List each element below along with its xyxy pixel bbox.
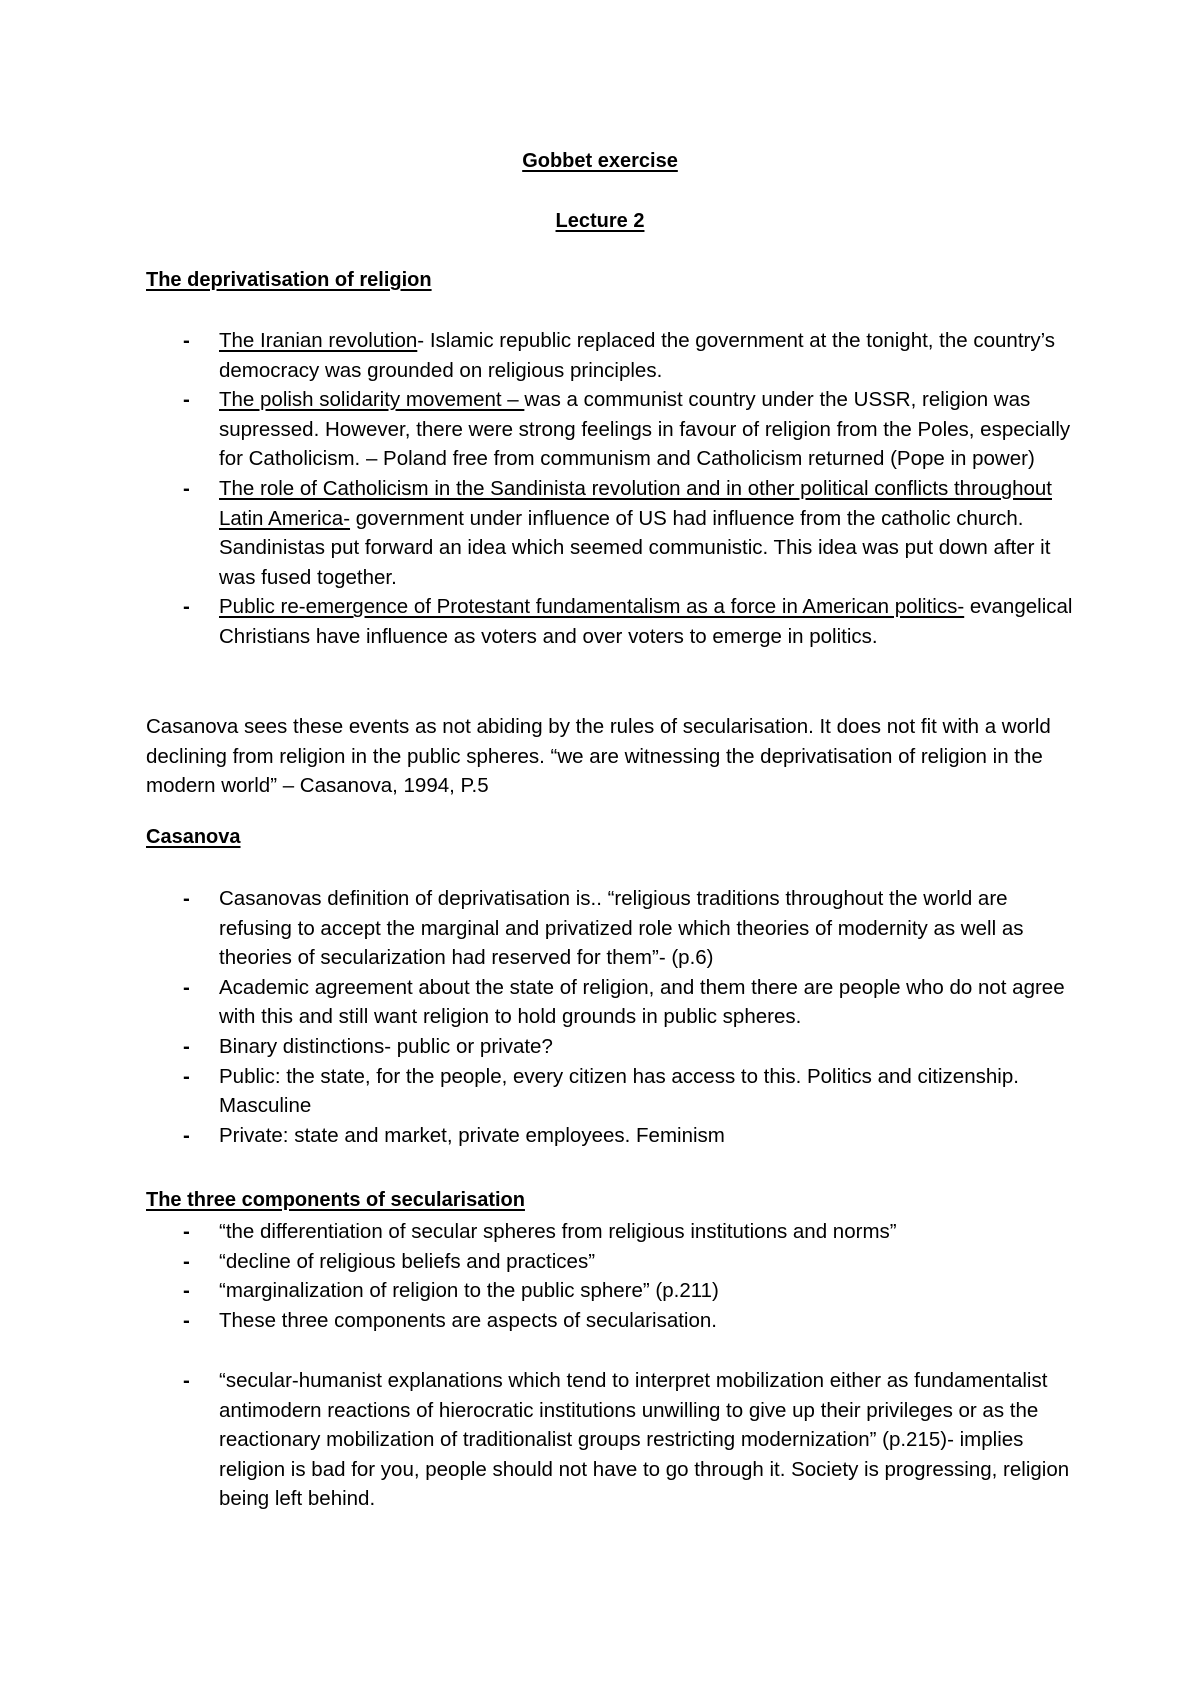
- secular-humanist-list: [0, 1366, 1079, 1514]
- item-text: government under influence of US had influence from the catholic church. Sandinistas put forward an idea which seemed communistic. This idea was put down after it was fused together.: [219, 506, 1051, 589]
- list-item: [0, 592, 1079, 651]
- item-text: was a communist country under the USSR, religion was supressed. However, there were strong feelings in favour of religion from the Poles, especially for Catholicism. – Poland free from communism and Catholicism returned (Pope in power): [219, 388, 1071, 471]
- components-list: [0, 1217, 1079, 1335]
- document-title: Gobbet exercise: [522, 150, 678, 172]
- list-item: - Casanovas definition of deprivatisation is.. “religious traditions throughout the world are refusing to accept the marginal and privatized role which theories of modernity as well as theories of secularization had reserved for them”- (p.6): [0, 884, 1079, 973]
- list-item: - These three components are aspects of secularisation.: [0, 1306, 1079, 1336]
- section-heading-casanova: Casanova: [146, 826, 241, 848]
- deprivatisation-list: [0, 326, 1079, 652]
- list-item: - Academic agreement about the state of religion, and them there are people who do not agree with this and still want religion to hold grounds in public spheres.: [0, 973, 1079, 1032]
- list-item: - “the differentiation of secular spheres from religious institutions and norms”: [0, 1217, 1079, 1247]
- casanova-summary-paragraph: Casanova sees these events as not abiding by the rules of secularisation. It does not fit with a world declining from religion in the public spheres. “we are witnessing the deprivatisation of religion in the modern world” – Casanova, 1994, P.5: [146, 715, 1051, 798]
- list-item: [0, 474, 1079, 592]
- item-text: - Islamic republic replaced the government at the tonight, the country’s democracy was grounded on religious principles.: [219, 329, 1056, 382]
- list-item: - “marginalization of religion to the public sphere” (p.211): [0, 1276, 1079, 1306]
- list-item: - “decline of religious beliefs and practices”: [0, 1247, 1079, 1277]
- item-label: The polish solidarity movement –: [219, 388, 525, 412]
- list-item: - “secular-humanist explanations which tend to interpret mobilization either as fundamentalist antimodern reactions of hierocratic institutions unwilling to give up their privileges or as the reactionary mobilization of traditionalist groups restricting modernization” (p.215)- implies religion is bad for you, people should not have to go through it. Society is progressing, religion being left behind.: [0, 1366, 1079, 1514]
- list-item: [0, 326, 1079, 385]
- section-heading-components: The three components of secularisation: [146, 1189, 525, 1211]
- item-label: Public re-emergence of Protestant fundamentalism as a force in American politics-: [219, 595, 965, 619]
- lecture-subtitle: Lecture 2: [555, 210, 645, 232]
- item-label: The role of Catholicism in the Sandinista revolution and in other political conflicts throughout Latin America-: [219, 476, 1052, 530]
- list-item: [0, 385, 1079, 474]
- item-label: The Iranian revolution: [219, 329, 418, 352]
- list-item: - Private: state and market, private employees. Feminism: [0, 1121, 1079, 1151]
- list-item: - Public: the state, for the people, every citizen has access to this. Politics and citizenship. Masculine: [0, 1062, 1079, 1121]
- item-text: evangelical Christians have influence as voters and over voters to emerge in politics.: [219, 595, 1073, 648]
- section-heading-deprivatisation: The deprivatisation of religion: [146, 269, 432, 291]
- casanova-list: [0, 884, 1079, 1150]
- list-item: - Binary distinctions- public or private?: [0, 1032, 1079, 1062]
